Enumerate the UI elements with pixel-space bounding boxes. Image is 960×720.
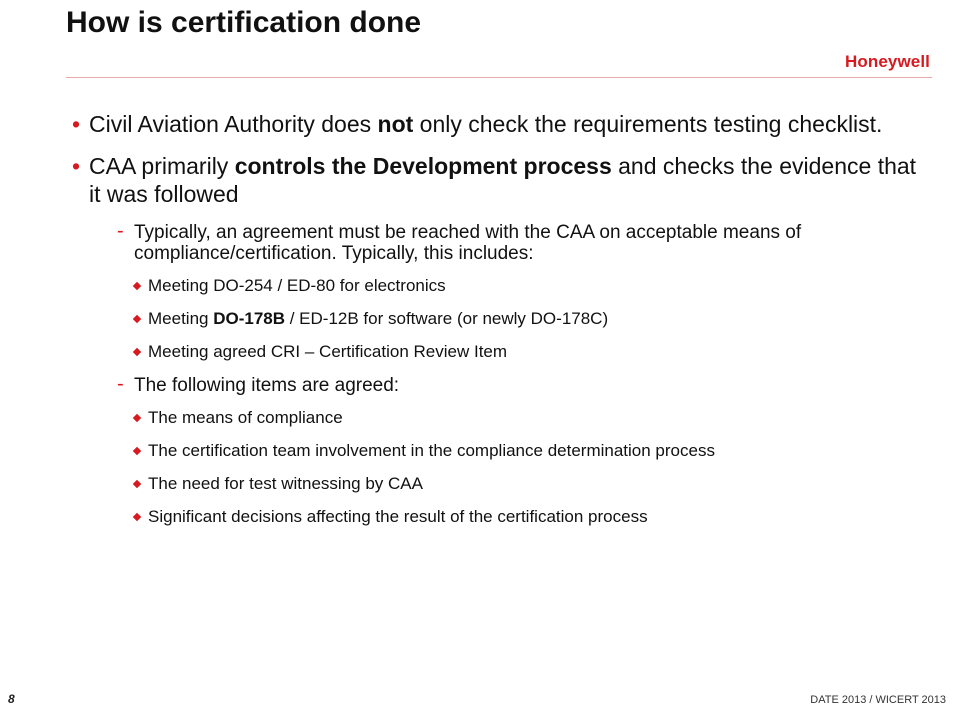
item-text: The means of compliance: [148, 408, 343, 427]
slide-title: How is certification done: [66, 6, 422, 39]
bullet-text-post: and checks the evidence that it was followed: [89, 153, 917, 207]
item-text: The need for test witnessing by CAA: [148, 474, 423, 493]
bullet-dot-icon: •: [72, 153, 81, 179]
bullet-caa-controls: [72, 152, 922, 208]
item-text: The certification team involvement in the compliance determination process: [148, 441, 715, 460]
item-significant-decisions: [134, 507, 922, 527]
item-test-witnessing: [134, 474, 922, 494]
diamond-bullet-icon: [133, 315, 141, 323]
slide-body: [72, 110, 922, 540]
bullet-caa-checklist: [72, 110, 922, 138]
item-do254: [134, 276, 922, 296]
item-text: Meeting DO-254 / ED-80 for electronics: [148, 276, 446, 295]
diamond-bullet-icon: [133, 480, 141, 488]
bullet-text-bold: not: [377, 111, 414, 137]
item-text-post: / ED-12B for software (or newly DO-178C): [285, 309, 609, 328]
title-divider: [66, 77, 932, 78]
item-text-bold: DO-178B: [213, 309, 286, 328]
sub-bullet-agreed-items: [117, 375, 922, 396]
page-number: 8: [8, 692, 15, 706]
sub-bullet-text: Typically, an agreement must be reached with the CAA on acceptable means of compliance/certification. Typically, this includes:: [134, 222, 802, 264]
diamond-bullet-icon: [133, 348, 141, 356]
honeywell-logo: Honeywell: [845, 52, 930, 71]
dash-icon: -: [117, 220, 124, 242]
bullet-dot-icon: •: [72, 111, 81, 137]
bullet-text-post: only check the requirements testing checklist.: [413, 111, 883, 137]
diamond-bullet-icon: [133, 414, 141, 422]
item-team-involvement: [134, 441, 922, 461]
diamond-bullet-icon: [133, 513, 141, 521]
diamond-bullet-icon: [133, 447, 141, 455]
item-do178b: [134, 309, 922, 329]
item-cri: [134, 342, 922, 362]
dash-icon: -: [117, 373, 124, 395]
diamond-bullet-icon: [133, 282, 141, 290]
bullet-text-bold: controls the Development process: [234, 153, 612, 179]
item-means-of-compliance: [134, 408, 922, 428]
item-text: Significant decisions affecting the result of the certification process: [148, 507, 648, 526]
bullet-text-pre: Civil Aviation Authority does: [89, 111, 378, 137]
sub-bullet-agreement: [117, 222, 922, 264]
footer-date: DATE 2013 / WICERT 2013: [810, 694, 946, 706]
item-text: Meeting agreed CRI – Certification Review Item: [148, 342, 508, 361]
item-text-pre: Meeting: [148, 309, 214, 328]
bullet-text-pre: CAA primarily: [89, 153, 235, 179]
sub-bullet-text: The following items are agreed:: [134, 375, 400, 396]
